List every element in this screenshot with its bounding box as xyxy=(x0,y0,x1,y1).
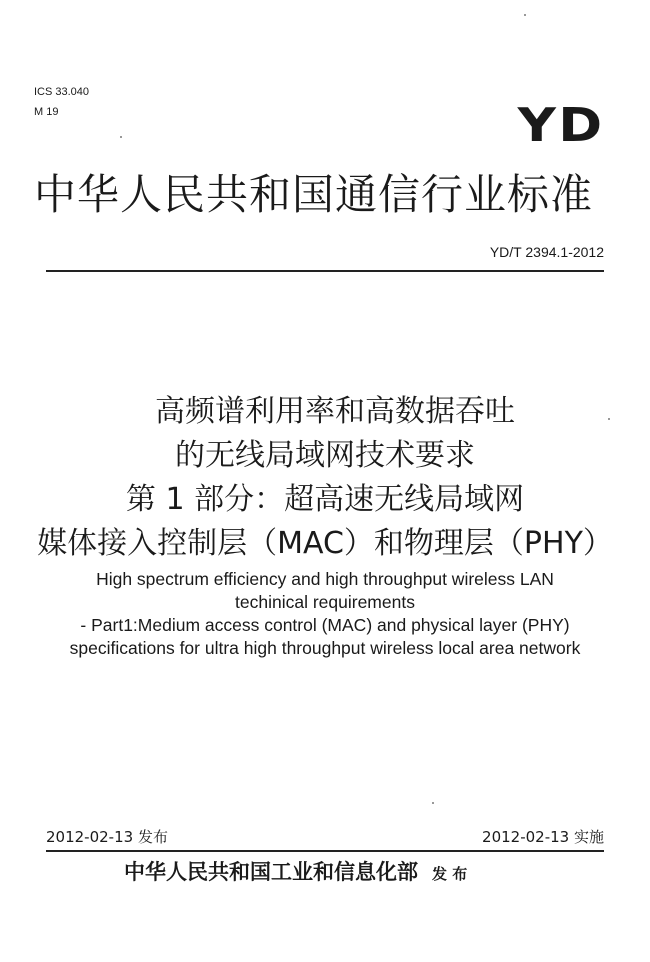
yd-logo: YD xyxy=(517,98,604,152)
implementation-date: 2012-02-13 实施 xyxy=(482,828,604,846)
classification-codes xyxy=(34,82,89,122)
chinese-title-line: 的无线局域网技术要求 xyxy=(175,438,475,473)
standard-number: YD/T 2394.1-2012 xyxy=(489,244,604,260)
scan-speck xyxy=(120,136,122,138)
org-title: 中华人民共和国通信行业标准 xyxy=(34,170,594,219)
chinese-title-block xyxy=(0,390,650,566)
ics-code: ICS 33.040 xyxy=(34,86,90,98)
english-title-line: - Part1:Medium access control (MAC) and physical layer (PHY) xyxy=(80,615,570,635)
scan-speck xyxy=(524,14,526,16)
publish-label: 发 布 xyxy=(432,865,468,883)
english-title-line: specifications for ultra high throughput wireless local area network xyxy=(69,638,581,658)
english-title-block xyxy=(0,568,650,660)
issue-date: 2012-02-13 发布 xyxy=(46,828,168,846)
chinese-title-line: 第 1 部分：超高速无线局域网 xyxy=(125,482,525,517)
issuer-line xyxy=(124,856,467,886)
chinese-title-line: 媒体接入控制层（MAC）和物理层（PHY） xyxy=(37,526,613,561)
ccs-code: M 19 xyxy=(34,106,59,118)
english-title-line: High spectrum efficiency and high throughput wireless LAN xyxy=(96,569,554,589)
scan-speck xyxy=(608,418,610,420)
top-divider xyxy=(46,270,604,272)
english-title-line: techinical requirements xyxy=(235,592,415,612)
bottom-divider xyxy=(46,850,604,852)
issuer-name: 中华人民共和国工业和信息化部 xyxy=(124,859,418,884)
scan-speck xyxy=(432,802,434,804)
chinese-title-line: 高频谱利用率和高数据吞吐 xyxy=(155,394,515,429)
